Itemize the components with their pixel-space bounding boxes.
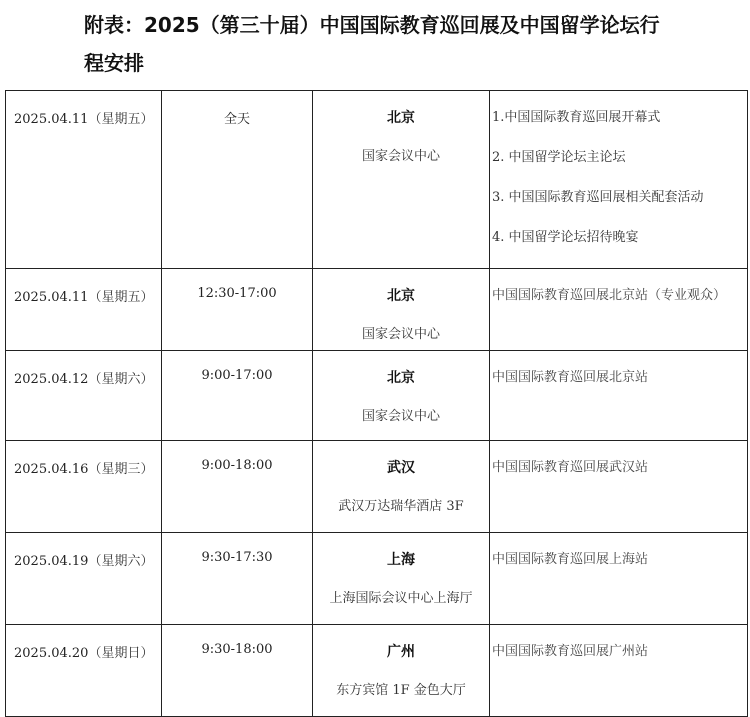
date-text: 2025.04.16 bbox=[14, 462, 89, 477]
date-text: 2025.04.20 bbox=[14, 646, 89, 661]
activity-item: 中国国际教育巡回展上海站 bbox=[492, 552, 649, 567]
location-cell bbox=[313, 533, 490, 625]
schedule-table bbox=[5, 90, 748, 717]
location-cell bbox=[313, 269, 490, 351]
time-cell: 全天 bbox=[162, 91, 313, 269]
city-name: 武汉 bbox=[387, 460, 415, 476]
weekday-text: （星期五） bbox=[88, 290, 154, 305]
city-name: 北京 bbox=[387, 370, 415, 386]
activity-item: 2. 中国留学论坛主论坛 bbox=[492, 150, 626, 165]
activity-item: 3. 中国国际教育巡回展相关配套活动 bbox=[492, 190, 704, 205]
date-cell bbox=[6, 91, 162, 269]
location-cell bbox=[313, 351, 490, 441]
date-cell bbox=[6, 269, 162, 351]
table-row bbox=[6, 351, 748, 441]
title-line-1: 附表：2025（第三十届）中国国际教育巡回展及中国留学论坛行 bbox=[84, 13, 660, 37]
date-cell bbox=[6, 625, 162, 717]
date-text: 2025.04.11 bbox=[14, 112, 89, 127]
table-row bbox=[6, 269, 748, 351]
activity-item: 4. 中国留学论坛招待晚宴 bbox=[492, 230, 639, 245]
activity-cell bbox=[490, 533, 748, 625]
city-name: 上海 bbox=[387, 552, 415, 568]
weekday-text: （星期三） bbox=[88, 462, 154, 477]
time-cell: 12:30-17:00 bbox=[162, 269, 313, 351]
activity-item: 中国国际教育巡回展北京站 bbox=[492, 370, 649, 385]
weekday-text: （星期六） bbox=[88, 372, 154, 387]
venue-name: 武汉万达瑞华酒店 3F bbox=[338, 499, 464, 514]
venue-name: 东方宾馆 1F 金色大厅 bbox=[336, 683, 466, 698]
weekday-text: （星期日） bbox=[88, 646, 154, 661]
time-cell: 9:30-18:00 bbox=[162, 625, 313, 717]
activity-cell bbox=[490, 351, 748, 441]
activity-cell bbox=[490, 269, 748, 351]
table-row bbox=[6, 625, 748, 717]
activity-item: 中国国际教育巡回展北京站（专业观众） bbox=[492, 288, 727, 303]
time-cell: 9:00-17:00 bbox=[162, 351, 313, 441]
activity-item: 1.中国国际教育巡回展开幕式 bbox=[492, 110, 661, 125]
date-text: 2025.04.12 bbox=[14, 372, 89, 387]
weekday-text: （星期六） bbox=[88, 554, 154, 569]
activity-item: 中国国际教育巡回展广州站 bbox=[492, 644, 649, 659]
date-cell bbox=[6, 441, 162, 533]
time-cell: 9:00-18:00 bbox=[162, 441, 313, 533]
document-title bbox=[84, 6, 704, 82]
location-cell bbox=[313, 625, 490, 717]
time-cell: 9:30-17:30 bbox=[162, 533, 313, 625]
venue-name: 国家会议中心 bbox=[361, 149, 440, 164]
date-text: 2025.04.19 bbox=[14, 554, 89, 569]
city-name: 北京 bbox=[387, 110, 415, 126]
activity-cell bbox=[490, 625, 748, 717]
date-cell bbox=[6, 533, 162, 625]
location-cell bbox=[313, 441, 490, 533]
city-name: 广州 bbox=[387, 644, 415, 660]
venue-name: 上海国际会议中心上海厅 bbox=[329, 591, 473, 606]
title-line-2: 程安排 bbox=[84, 51, 144, 75]
activity-cell bbox=[490, 441, 748, 533]
table-row bbox=[6, 91, 748, 269]
weekday-text: （星期五） bbox=[88, 112, 154, 127]
city-name: 北京 bbox=[387, 288, 415, 304]
table-row bbox=[6, 533, 748, 625]
date-cell bbox=[6, 351, 162, 441]
activity-cell bbox=[490, 91, 748, 269]
venue-name: 国家会议中心 bbox=[361, 409, 440, 424]
activity-item: 中国国际教育巡回展武汉站 bbox=[492, 460, 649, 475]
venue-name: 国家会议中心 bbox=[361, 327, 440, 342]
location-cell bbox=[313, 91, 490, 269]
date-text: 2025.04.11 bbox=[14, 290, 89, 305]
table-row bbox=[6, 441, 748, 533]
